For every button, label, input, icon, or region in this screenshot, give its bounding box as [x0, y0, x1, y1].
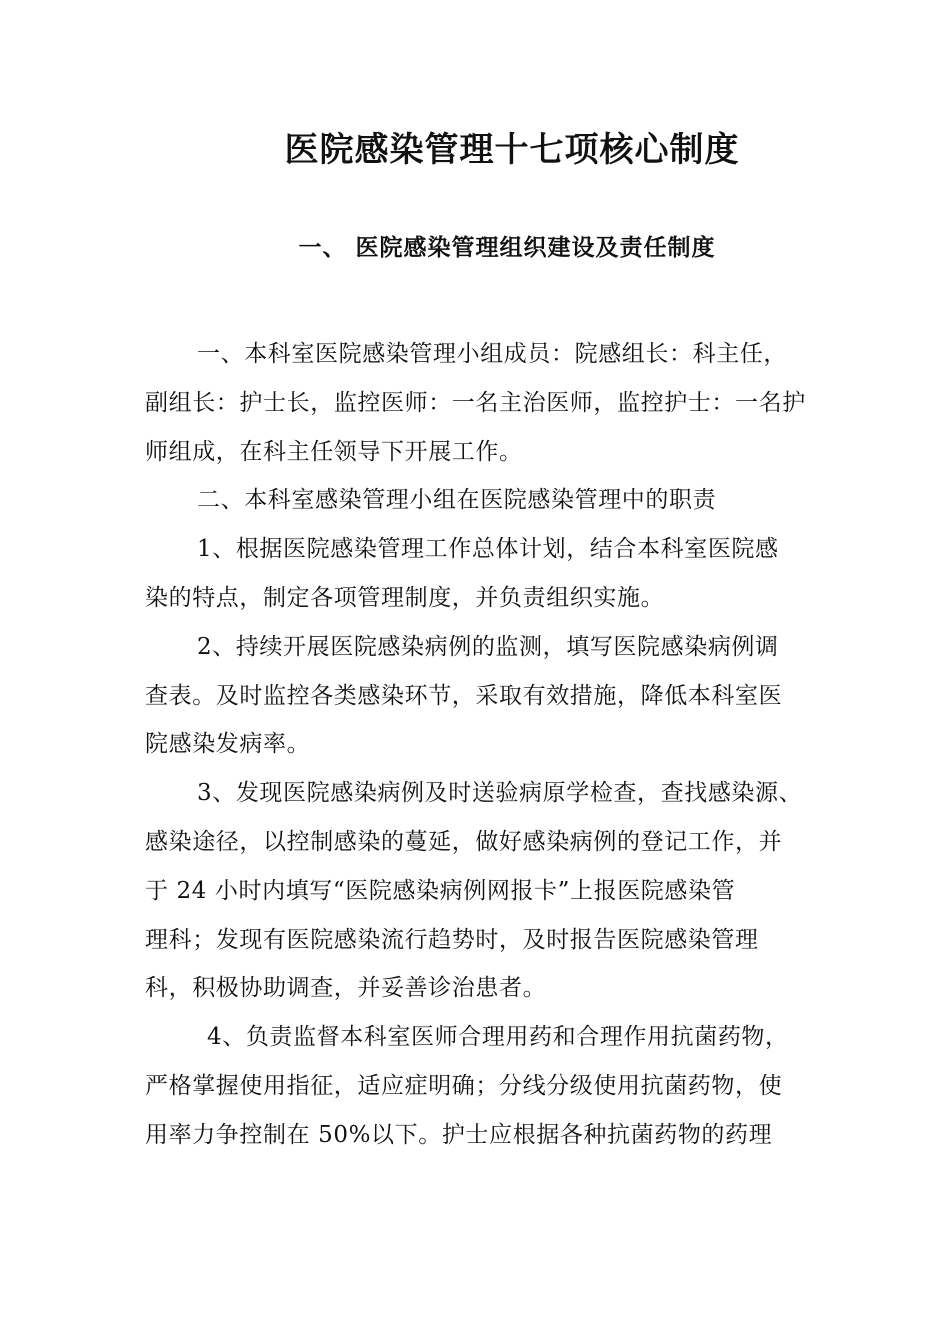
text-line: 科，积极协助调查，并妥善诊治患者。: [145, 975, 547, 1002]
paragraph-duty-3: [145, 769, 835, 1013]
text-line: 严格掌握使用指征，适应症明确；分线分级使用抗菌药物，使: [145, 1072, 783, 1099]
paragraph-duty-4: [145, 1013, 835, 1159]
text-line: 一、本科室医院感染管理小组成员：院感组长：科主任，: [197, 341, 787, 367]
text-line: 感染途径，以控制感染的蔓延，做好感染病例的登记工作，并: [145, 828, 783, 855]
text-line: 1、根据医院感染管理工作总体计划，结合本科室医院感: [197, 536, 779, 563]
text-line: 用率力争控制在 50%以下。护士应根据各种抗菌药物的药理: [145, 1121, 773, 1148]
text-line: 院感染发病率。: [145, 731, 311, 758]
paragraph-team-members: [145, 330, 835, 476]
text-line: 副组长：护士长，监控医师：一名主治医师，监控护士：一名护: [145, 389, 806, 416]
text-line: 查表。及时监控各类感染环节，采取有效措施，降低本科室医: [145, 682, 783, 709]
text-line: 染的特点，制定各项管理制度，并负责组织实施。: [145, 584, 665, 611]
section-heading: 一、 医院感染管理组织建设及责任制度: [298, 234, 716, 261]
text-line: 师组成，在科主任领导下开展工作。: [145, 438, 523, 465]
text-line: 二、本科室感染管理小组在医院感染管理中的职责: [197, 487, 717, 514]
text-line: 理科；发现有医院感染流行趋势时，及时报告医院感染管理: [145, 926, 759, 953]
paragraph-duty-2: [145, 623, 835, 769]
text-line: 2、持续开展医院感染病例的监测，填写医院感染病例调: [197, 633, 779, 660]
paragraph-duty-1: [145, 525, 835, 623]
document-title: 医院感染管理十七项核心制度: [284, 130, 740, 170]
paragraph-duties-heading: [145, 476, 835, 525]
text-line: 于 24 小时内填写“医院感染病例网报卡”上报医院感染管: [145, 877, 736, 904]
document-body: [145, 330, 835, 1160]
text-line: 4、负责监督本科室医师合理用药和合理作用抗菌药物，: [207, 1024, 789, 1051]
text-line: 3、发现医院感染病例及时送验病原学检查，查找感染源、: [197, 780, 803, 807]
